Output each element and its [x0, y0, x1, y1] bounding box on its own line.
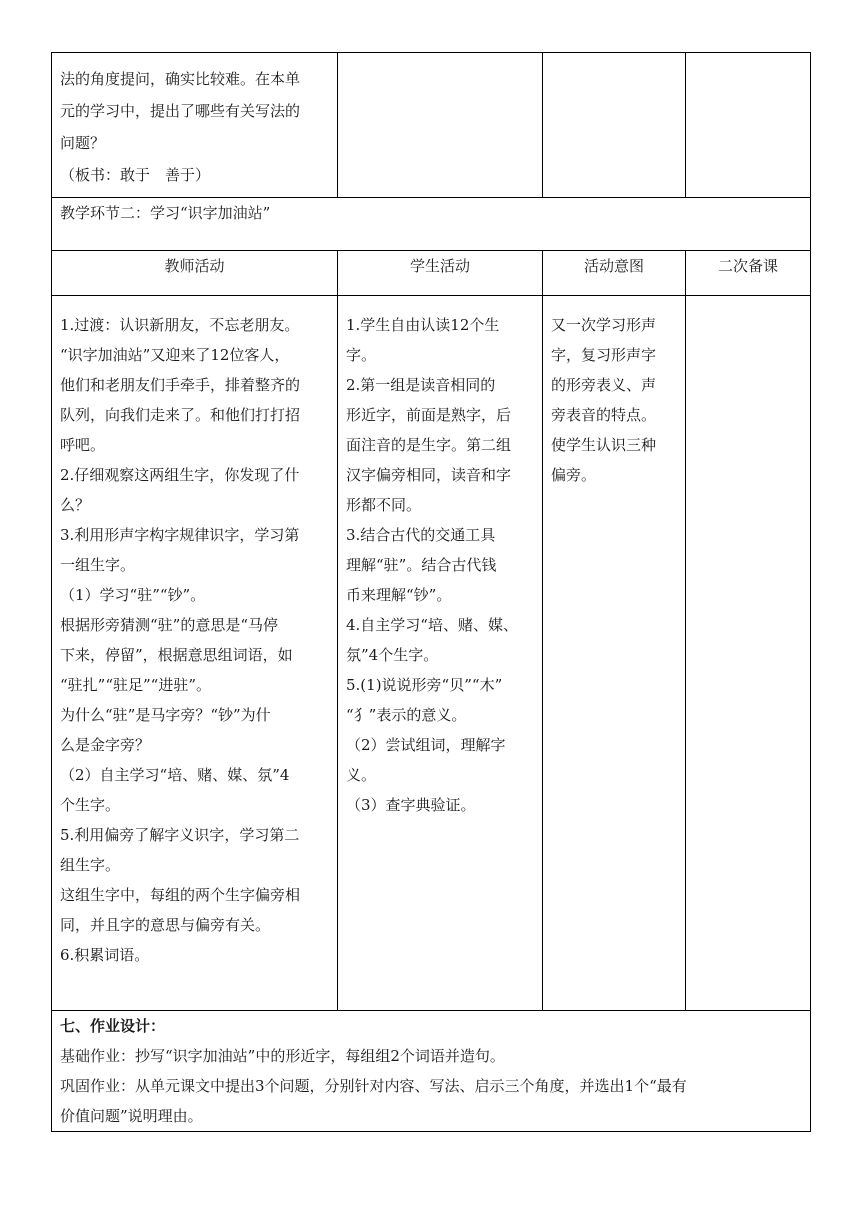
homework-cell — [52, 1011, 811, 1132]
purpose-empty — [543, 53, 686, 198]
text-line: 1.学生自由认读12个生 — [346, 316, 500, 334]
text-line: （板书：敢于 善于） — [60, 166, 211, 184]
homework-basic: 基础作业：抄写“识字加油站”中的形近字，每组组2个词语并造句。 — [60, 1047, 505, 1065]
text-line: 形近字，前面是熟字，后 — [346, 406, 512, 424]
text-line: “识字加油站”又迎来了12位客人， — [60, 346, 290, 364]
text-line: 下来，停留”，根据意思组词语，如 — [60, 646, 293, 664]
text-line: 6.积累词语。 — [60, 946, 150, 964]
text-line: 问题？ — [60, 134, 106, 152]
text-line: 他们和老朋友们手牵手，排着整齐的 — [60, 376, 301, 394]
text-line: 5.利用偏旁了解字义识字，学习第二 — [60, 826, 300, 844]
homework-consolidate-line1: 巩固作业：从单元课文中提出3个问题，分别针对内容、写法、启示三个角度，并选出1个“最有 — [60, 1077, 687, 1095]
text-line: 同，并且字的意思与偏旁有关。 — [60, 916, 271, 934]
homework-title: 七、作业设计： — [60, 1017, 166, 1035]
text-line: 又一次学习形声 — [551, 316, 657, 334]
text-line: “犭”表示的意义。 — [346, 706, 467, 724]
text-line: “驻扎”“驻足”“进驻”。 — [60, 676, 212, 694]
text-line: 币来理解“钞”。 — [346, 586, 452, 604]
text-line: 4.自主学习“培、赌、媒、 — [346, 616, 518, 634]
text-line: 旁表音的特点。 — [551, 406, 657, 424]
text-line: 一组生字。 — [60, 556, 136, 574]
text-line: 组生字。 — [60, 856, 121, 874]
text-line: 法的角度提问，确实比较难。在本单 — [60, 70, 301, 88]
text-line: 2.仔细观察这两组生字，你发现了什 — [60, 466, 300, 484]
text-line: （2）自主学习“培、赌、媒、氛”4 — [60, 766, 290, 784]
text-line: 理解“驻”。结合古代钱 — [346, 556, 497, 574]
text-line: 队列，向我们走来了。和他们打打招 — [60, 406, 301, 424]
text-line: 偏旁。 — [551, 466, 597, 484]
header-activity-purpose: 活动意图 — [543, 251, 686, 296]
section-row — [52, 198, 811, 251]
text-line: 1.过渡：认识新朋友，不忘老朋友。 — [60, 316, 300, 334]
second-preparation-cell — [686, 296, 811, 1011]
teacher-activity-cell — [52, 296, 338, 1011]
lesson-plan-table — [51, 52, 811, 1132]
text-line: 这组生字中，每组的两个生字偏旁相 — [60, 886, 301, 904]
continuation-row — [52, 53, 811, 198]
text-line: 么？ — [60, 496, 91, 514]
text-line: 么是金字旁？ — [60, 736, 151, 754]
text-line: 2.第一组是读音相同的 — [346, 376, 496, 394]
section-title: 教学环节二：学习“识字加油站” — [52, 198, 811, 251]
text-line: 根据形旁猜测“驻”的意思是“马停 — [60, 616, 279, 634]
student-activity-cell — [338, 296, 543, 1011]
header-teacher-activity: 教师活动 — [52, 251, 338, 296]
text-line: 字。 — [346, 346, 377, 364]
text-line: 3.结合古代的交通工具 — [346, 526, 496, 544]
homework-consolidate-line2: 价值问题”说明理由。 — [60, 1107, 203, 1125]
text-line: 个生字。 — [60, 796, 121, 814]
text-line: 元的学习中，提出了哪些有关写法的 — [60, 102, 301, 120]
header-second-preparation: 二次备课 — [686, 251, 811, 296]
text-line: （1）学习“驻”“钞”。 — [60, 586, 206, 604]
text-line: 使学生认识三种 — [551, 436, 657, 454]
text-line: 为什么“驻”是马字旁？“钞”为什 — [60, 706, 271, 724]
text-line: 呼吧。 — [60, 436, 106, 454]
teacher-activity-continued — [52, 53, 338, 198]
activity-purpose-cell — [543, 296, 686, 1011]
text-line: 汉字偏旁相同，读音和字 — [346, 466, 512, 484]
text-line: 字，复习形声字 — [551, 346, 657, 364]
header-row — [52, 251, 811, 296]
text-line: 义。 — [346, 766, 377, 784]
activity-row — [52, 296, 811, 1011]
notes-empty — [686, 53, 811, 198]
header-student-activity: 学生活动 — [338, 251, 543, 296]
text-line: 面注音的是生字。第二组 — [346, 436, 512, 454]
text-line: 5.(1)说说形旁“贝”“木” — [346, 676, 503, 694]
text-line: 3.利用形声字构字规律识字，学习第 — [60, 526, 300, 544]
homework-row — [52, 1011, 811, 1132]
student-activity-empty — [338, 53, 543, 198]
text-line: 形都不同。 — [346, 496, 422, 514]
text-line: 氛”4个生字。 — [346, 646, 439, 664]
text-line: （3）查字典验证。 — [346, 796, 476, 814]
text-line: 的形旁表义、声 — [551, 376, 657, 394]
text-line: （2）尝试组词，理解字 — [346, 736, 506, 754]
